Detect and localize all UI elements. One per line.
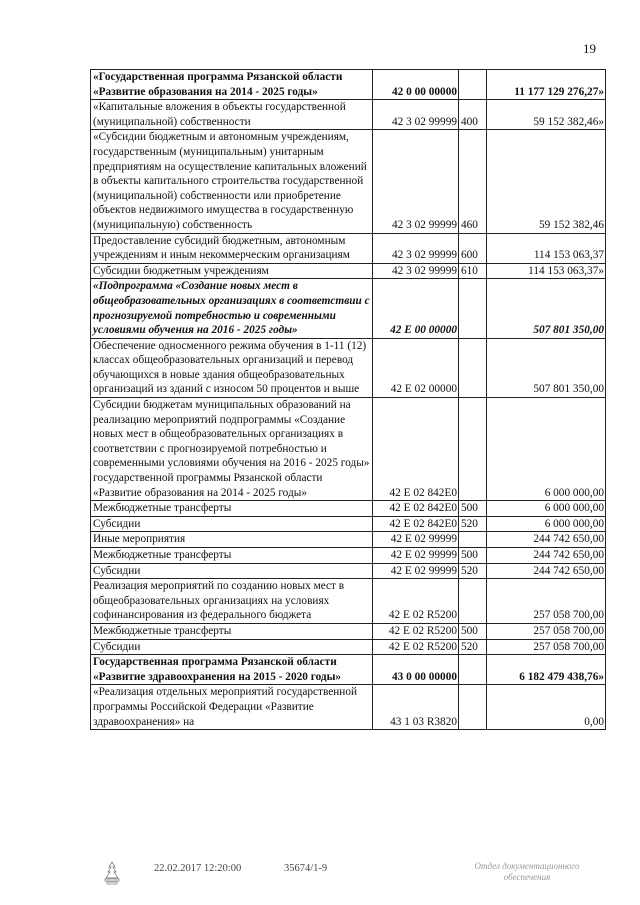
table-row [91, 501, 606, 517]
row-sum: 59 152 382,46 [487, 130, 606, 233]
row-code: 42 3 02 99999 [373, 100, 459, 130]
row-sum: 59 152 382,46» [487, 100, 606, 130]
row-sum: 11 177 129 276,27» [487, 70, 606, 100]
row-name: Субсидии [91, 516, 373, 532]
budget-table-body [91, 70, 606, 730]
row-expense-type [459, 685, 487, 730]
row-code: 42 Е 02 842Е0 [373, 398, 459, 501]
table-row [91, 516, 606, 532]
row-expense-type [459, 338, 487, 397]
row-expense-type: 460 [459, 130, 487, 233]
row-expense-type [459, 70, 487, 100]
row-code: 42 Е 02 842Е0 [373, 501, 459, 517]
table-row [91, 338, 606, 397]
row-name: Предоставление субсидий бюджетным, автономным учреждениям и иным некоммерческим организациям [91, 233, 373, 263]
row-sum: 257 058 700,00 [487, 639, 606, 655]
row-sum: 244 742 650,00 [487, 563, 606, 579]
row-code: 42 3 02 99999 [373, 130, 459, 233]
row-sum: 6 000 000,00 [487, 516, 606, 532]
row-sum: 507 801 350,00 [487, 338, 606, 397]
row-code: 43 1 03 R3820 [373, 685, 459, 730]
row-name: Государственная программа Рязанской области «Развитие здравоохранения на 2015 - 2020 годы» [91, 655, 373, 685]
table-row [91, 70, 606, 100]
row-sum: 0,00 [487, 685, 606, 730]
row-name: Субсидии [91, 639, 373, 655]
row-sum: 6 182 479 438,76» [487, 655, 606, 685]
row-name: «Субсидии бюджетным и автономным учреждениям, государственным (муниципальным) унитарным предприятиям на осуществление капитальных вложений в объекты капитального строительства государственной (муниципальной) собственности или приобретение объектов недвижимого имущества в государственную (муниципальную) собственность [91, 130, 373, 233]
row-name: Иные мероприятия [91, 532, 373, 548]
row-expense-type: 520 [459, 563, 487, 579]
row-expense-type: 520 [459, 516, 487, 532]
table-row [91, 130, 606, 233]
row-name: Субсидии бюджетам муниципальных образований на реализацию мероприятий подпрограммы «Создание новых мест в общеобразовательных организациях в соответствии с прогнозируемой потребностью и современными условиями обучения на 2016 - 2025 годы» государственной программы Рязанской области «Развитие образования на 2014 - 2025 годы» [91, 398, 373, 501]
row-code: 42 Е 02 R5200 [373, 623, 459, 639]
row-sum: 6 000 000,00 [487, 501, 606, 517]
table-row [91, 398, 606, 501]
footer-stamp: Отдел документационного обеспечения [474, 861, 580, 882]
row-code: 42 0 00 00000 [373, 70, 459, 100]
row-expense-type: 500 [459, 623, 487, 639]
row-expense-type: 610 [459, 263, 487, 279]
row-sum: 244 742 650,00 [487, 532, 606, 548]
table-row [91, 532, 606, 548]
table-row [91, 548, 606, 564]
table-row [91, 563, 606, 579]
row-name: Реализация мероприятий по созданию новых мест в общеобразовательных организациях на условиях софинансирования из федерального бюджета [91, 579, 373, 624]
footer-date: 22.02.2017 12:20:00 [154, 863, 242, 874]
row-expense-type: 400 [459, 100, 487, 130]
emblem-icon [103, 861, 121, 885]
table-row [91, 655, 606, 685]
budget-table [90, 69, 606, 730]
row-name: «Государственная программа Рязанской области «Развитие образования на 2014 - 2025 годы» [91, 70, 373, 100]
row-code: 42 Е 02 00000 [373, 338, 459, 397]
table-row [91, 579, 606, 624]
row-code: 42 Е 02 99999 [373, 563, 459, 579]
row-code: 42 Е 02 99999 [373, 548, 459, 564]
row-code: 43 0 00 00000 [373, 655, 459, 685]
row-sum: 6 000 000,00 [487, 398, 606, 501]
row-code: 42 Е 00 00000 [373, 279, 459, 338]
row-name: Обеспечение односменного режима обучения в 1-11 (12) классах общеобразовательных организаций и перевод обучающихся в новые здания общеобразовательных организаций из зданий с износом 50 процентов и выше [91, 338, 373, 397]
row-name: Межбюджетные трансферты [91, 623, 373, 639]
row-expense-type: 600 [459, 233, 487, 263]
row-expense-type [459, 655, 487, 685]
row-sum: 257 058 700,00 [487, 579, 606, 624]
table-row [91, 233, 606, 263]
row-sum: 244 742 650,00 [487, 548, 606, 564]
page-number: 19 [583, 41, 596, 56]
row-expense-type [459, 579, 487, 624]
table-row [91, 279, 606, 338]
row-name: «Капитальные вложения в объекты государственной (муниципальной) собственности [91, 100, 373, 130]
row-expense-type [459, 532, 487, 548]
table-row [91, 639, 606, 655]
row-name: Субсидии бюджетным учреждениям [91, 263, 373, 279]
table-row [91, 100, 606, 130]
row-sum: 257 058 700,00 [487, 623, 606, 639]
row-code: 42 Е 02 R5200 [373, 639, 459, 655]
footer [0, 861, 640, 891]
row-expense-type: 500 [459, 548, 487, 564]
row-name: Межбюджетные трансферты [91, 501, 373, 517]
row-expense-type [459, 279, 487, 338]
row-name: «Реализация отдельных мероприятий государственной программы Российской Федерации «Развитие здравоохранения» на [91, 685, 373, 730]
row-name: Межбюджетные трансферты [91, 548, 373, 564]
row-code: 42 3 02 99999 [373, 263, 459, 279]
row-sum: 114 153 063,37» [487, 263, 606, 279]
row-code: 42 Е 02 842Е0 [373, 516, 459, 532]
table-row [91, 685, 606, 730]
footer-doc-number: 35674/1-9 [284, 863, 328, 874]
row-expense-type: 520 [459, 639, 487, 655]
table-row [91, 263, 606, 279]
row-name: «Подпрограмма «Создание новых мест в общеобразовательных организациях в соответствии с прогнозируемой потребностью и современными условиями обучения на 2016 - 2025 годы» [91, 279, 373, 338]
row-code: 42 3 02 99999 [373, 233, 459, 263]
row-sum: 114 153 063,37 [487, 233, 606, 263]
row-code: 42 Е 02 R5200 [373, 579, 459, 624]
row-expense-type [459, 398, 487, 501]
row-expense-type: 500 [459, 501, 487, 517]
row-code: 42 Е 02 99999 [373, 532, 459, 548]
table-row [91, 623, 606, 639]
row-sum: 507 801 350,00 [487, 279, 606, 338]
row-name: Субсидии [91, 563, 373, 579]
